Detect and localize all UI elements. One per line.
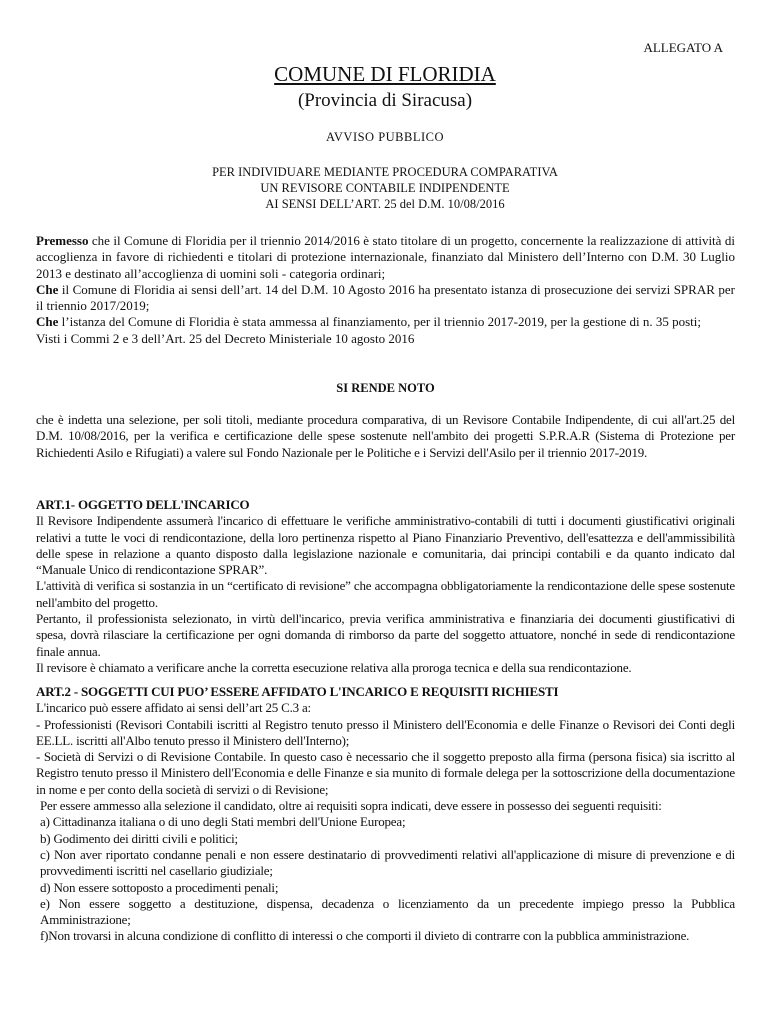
art2-subject: - Società di Servizi o di Revisione Contabile. In questo caso è necessario che il soggetto preposto alla firma (persona fisica) sia iscritto al Registro tenuto presso il Ministero dell'Economia e delle Finanze e sia munito di formale delega per la sottoscrizione della documentazione in nome e per conto della società di servizi o di Revisione; xyxy=(36,749,735,797)
art1-paragraph: L'attività di verifica si sostanzia in un “certificato di revisione” che accompagna obbligatoriamente la rendicontazione delle spese sostenute nell'ambito del progetto. xyxy=(36,578,735,610)
purpose-line: UN REVISORE CONTABILE INDIPENDENTE xyxy=(260,181,510,195)
premise-lead: Che xyxy=(36,314,59,330)
intro-section xyxy=(36,412,735,461)
purpose-heading xyxy=(36,164,734,212)
town-title: COMUNE DI FLORIDIA xyxy=(274,62,496,86)
intro-paragraph: che è indetta una selezione, per soli titoli, mediante procedura comparativa, di un Revisore Contabile Indipendente, di cui all'art.25 del D.M. 10/08/2016, per la verifica e certificazione delle spese sostenute nell'ambito dei progetti S.P.R.A.R (Sistema di Protezione per Richiedenti Asilo e Rifugiati) a valere sul Fondo Nazionale per le Politiche e i Servizi dell'Asilo per il triennio 2017-2019. xyxy=(36,412,735,460)
art1-section xyxy=(36,497,735,676)
art1-paragraph: Pertanto, il professionista selezionato, in virtù dell'incarico, previa verifica amministrativa e finanziaria dei documenti giustificativi di spesa, dovrà rilasciare la certificazione per ogni domanda di rimborso da parte del soggetto attuatore, nonché in sede di rendicontazione finale annua. xyxy=(36,611,735,659)
premise-lead: Che xyxy=(36,281,59,297)
premises-section xyxy=(36,233,735,347)
premise-lead: Premesso xyxy=(36,233,89,248)
art2-section xyxy=(36,684,735,945)
requirement-item: c) Non aver riportato condanne penali e non essere destinatario di provvedimenti relativi all'applicazione di misure di prevenzione e di provvedimenti iscritti nel casellario giudiziale; xyxy=(40,846,735,879)
premise-paragraph xyxy=(36,331,735,347)
art2-subject: - Professionisti (Revisori Contabili iscritti al Registro tenuto presso il Ministero dell'Economia e delle Finanze o Revisori dei Conti degli EE.LL. iscritti all'Albo tenuto presso il Ministero dell'Interno); xyxy=(36,716,735,748)
premise-text: l’istanza del Comune di Floridia è stata ammessa al finanziamento, per il triennio 2017-2019, per la gestione di n. 35 posti; xyxy=(58,314,702,330)
art1-paragraph: Il Revisore Indipendente assumerà l'incarico di effettuare le verifiche amministrativo-contabili di tutti i documenti giustificativi originali relativi a tutte le voci di rendicontazione, della loro pertinenza rispetto al Piano Finanziario Preventivo, dell'esattezza e dell'ammissibilità delle spese in relazione a quanto disposto dalla legislazione nazionale e comunitaria, dai principi contabili e da quanto indicato dal “Manuale Unico di rendicontazione SPRAR”. xyxy=(36,513,735,578)
requirement-item: e) Non essere soggetto a destituzione, dispensa, decadenza o licenziamento da un precedente impiego presso la Pubblica Amministrazione; xyxy=(40,895,735,928)
art1-title: ART.1- OGGETTO DELL'INCARICO xyxy=(36,497,250,512)
si-rende-noto-heading: SI RENDE NOTO xyxy=(336,381,435,395)
purpose-line: PER INDIVIDUARE MEDIANTE PROCEDURA COMPARATIVA xyxy=(212,165,558,179)
premise-paragraph xyxy=(36,314,735,330)
premise-text: il Comune di Floridia ai sensi dell’art. 14 del D.M. 10 Agosto 2016 ha presentato istanza di prosecuzione dei servizi SPRAR per il triennio 2017/2019; xyxy=(36,281,735,314)
requirement-item: a) Cittadinanza italiana o di uno degli Stati membri dell'Unione Europea; xyxy=(40,814,406,830)
art2-intro: L'incarico può essere affidato ai sensi dell’art 25 C.3 a: xyxy=(36,700,311,716)
premise-text: che il Comune di Floridia per il triennio 2014/2016 è stato titolare di un progetto, concernente la realizzazione di attività di accoglienza in favore di richiedenti e titolari di protezione internazionale, finanziato dal Ministero dell’Interno con D.M. 30 Luglio 2013 e destinato all’accoglienza di uomini soli - categoria ordinari; xyxy=(36,233,735,281)
purpose-line: AI SENSI DELL’ART. 25 del D.M. 10/08/2016 xyxy=(265,197,505,211)
premise-paragraph xyxy=(36,233,735,282)
province-subtitle: (Provincia di Siracusa) xyxy=(297,90,473,111)
requirements-intro: Per essere ammesso alla selezione il candidato, oltre ai requisiti sopra indicati, deve essere in possesso dei seguenti requisiti: xyxy=(40,798,662,814)
premise-paragraph xyxy=(36,282,735,315)
premise-text: Visti i Commi 2 e 3 dell’Art. 25 del Decreto Ministeriale 10 agosto 2016 xyxy=(36,330,415,346)
annex-label: ALLEGATO A xyxy=(643,40,723,55)
art1-paragraph: Il revisore è chiamato a verificare anche la corretta esecuzione relativa alla proroga tecnica e della sua rendicontazione. xyxy=(36,659,632,675)
requirement-item: f)Non trovarsi in alcuna condizione di conflitto di interessi o che comporti il divieto di contrarre con la pubblica amministrazione. xyxy=(40,928,690,944)
requirement-item: d) Non essere sottoposto a procedimenti penali; xyxy=(40,879,279,895)
art2-title: ART.2 - SOGGETTI CUI PUO’ ESSERE AFFIDATO L'INCARICO E REQUISITI RICHIESTI xyxy=(36,684,559,699)
requirement-item: b) Godimento dei diritti civili e politici; xyxy=(40,830,238,846)
notice-heading: AVVISO PUBBLICO xyxy=(325,130,445,144)
